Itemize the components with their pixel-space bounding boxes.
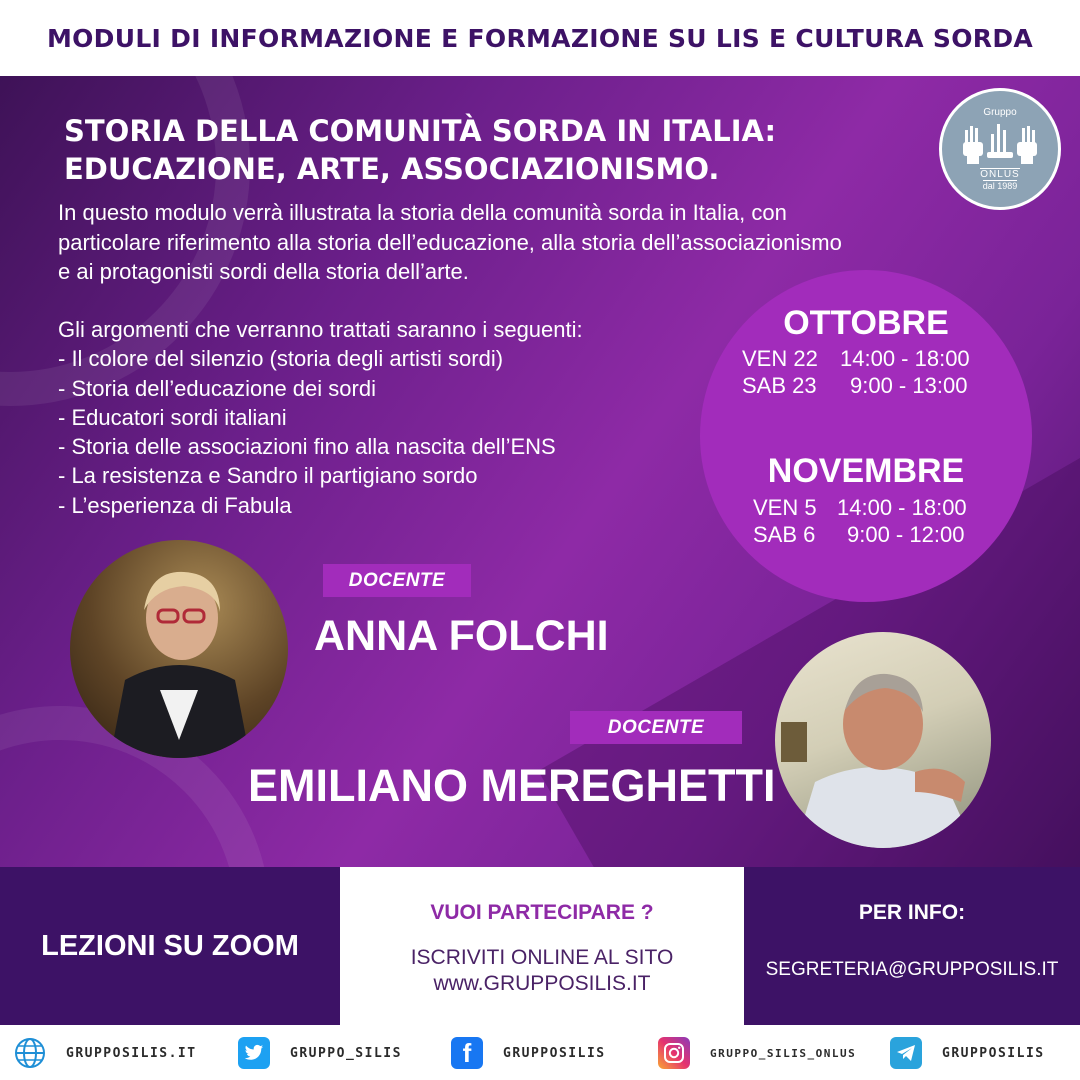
social-label: GRUPPO_SILIS_ONLUS [710,1046,857,1060]
topic-item: - L’esperienza di Fabula [58,492,292,518]
signup-box [340,867,744,1025]
social-label: GRUPPO_SILIS [290,1045,402,1061]
schedule-circle [700,270,1032,602]
globe-icon [14,1037,46,1069]
slot-time: 9:00 - 12:00 [847,522,965,547]
logo-onlus-text: ONLUS [980,169,1020,180]
teacher-name: ANNA FOLCHI [314,612,609,660]
description-line: particolare riferimento alla storia dell’educazione, alla storia dell’associazionismo [58,229,842,255]
social-instagram[interactable] [658,1037,856,1069]
telegram-icon [890,1037,922,1069]
website-link[interactable]: www.GRUPPOSILIS.IT [433,972,651,995]
month-november: NOVEMBRE [767,452,965,490]
social-label: GRUPPOSILIS.IT [66,1045,197,1061]
topic-item: - Educatori sordi italiani [58,404,287,430]
contact-email-link[interactable]: SEGRETERIA@GRUPPOSILIS.IT [765,959,1059,980]
slot-day: VEN 22 [742,346,818,371]
topic-item: - Storia delle associazioni fino alla nascita dell’ENS [58,434,556,460]
signup-instruction: ISCRIVITI ONLINE AL SITO [410,946,674,969]
slot-day: SAB 6 [753,522,816,547]
person-portrait-icon [70,540,288,758]
social-label: GRUPPOSILIS [503,1045,606,1061]
header-banner [0,0,1080,76]
slot-time: 14:00 - 18:00 [837,495,967,520]
teacher-photo-anna [70,540,288,758]
twitter-icon [238,1037,270,1069]
contact-box [744,867,1080,1025]
slot-day: VEN 5 [753,495,817,520]
social-telegram[interactable] [890,1037,1045,1069]
zoom-label: LEZIONI SU ZOOM [41,929,299,962]
module-title [64,112,934,188]
description-line: e ai protagonisti sordi della storia dell’arte. [58,259,469,284]
module-title-line: EDUCAZIONE, ARTE, ASSOCIAZIONISMO. [64,152,720,186]
social-facebook[interactable] [451,1037,606,1069]
info-row [0,867,1080,1025]
topic-item: - Il colore del silenzio (storia degli artisti sordi) [58,346,504,372]
person-portrait-icon [775,632,991,848]
description-line: In questo modulo verrà illustrata la storia della comunità sorda in Italia, con [58,200,787,225]
topics-intro: Gli argomenti che verranno trattati saranno i seguenti: [58,317,583,342]
module-title-line: STORIA DELLA COMUNITÀ SORDA IN ITALIA: [64,114,777,148]
topic-item: - La resistenza e Sandro il partigiano sordo [58,463,478,489]
social-website[interactable] [14,1037,197,1069]
slot-day: SAB 23 [742,373,817,398]
topics-list [58,315,718,520]
social-twitter[interactable] [238,1037,402,1069]
teacher-name: EMILIANO MEREGHETTI [248,760,776,811]
docente-label: DOCENTE [348,569,446,591]
signup-question: VUOI PARTECIPARE ? [430,901,654,924]
slot-time: 9:00 - 13:00 [850,373,968,398]
instagram-icon [658,1037,690,1069]
facebook-icon: f [451,1037,483,1069]
social-bar [0,1025,1080,1080]
signing-hands-icon [957,120,1043,166]
slot-time: 14:00 - 18:00 [840,346,970,371]
zoom-info-box [0,867,340,1025]
topic-item: - Storia dell’educazione dei sordi [58,375,376,401]
logo-top-text: Gruppo [983,107,1017,118]
docente-tag [323,564,471,597]
teacher-photo-emiliano [775,632,991,848]
social-label: GRUPPOSILIS [942,1045,1045,1061]
header-title: MODULI DI INFORMAZIONE E FORMAZIONE SU LIS E CULTURA SORDA [46,23,1034,53]
docente-label: DOCENTE [607,716,705,738]
gruppo-silis-logo [939,88,1061,210]
month-october: OTTOBRE [783,304,949,342]
contact-title: PER INFO: [858,901,966,924]
docente-tag [570,711,742,744]
logo-year-text: dal 1989 [982,181,1018,191]
